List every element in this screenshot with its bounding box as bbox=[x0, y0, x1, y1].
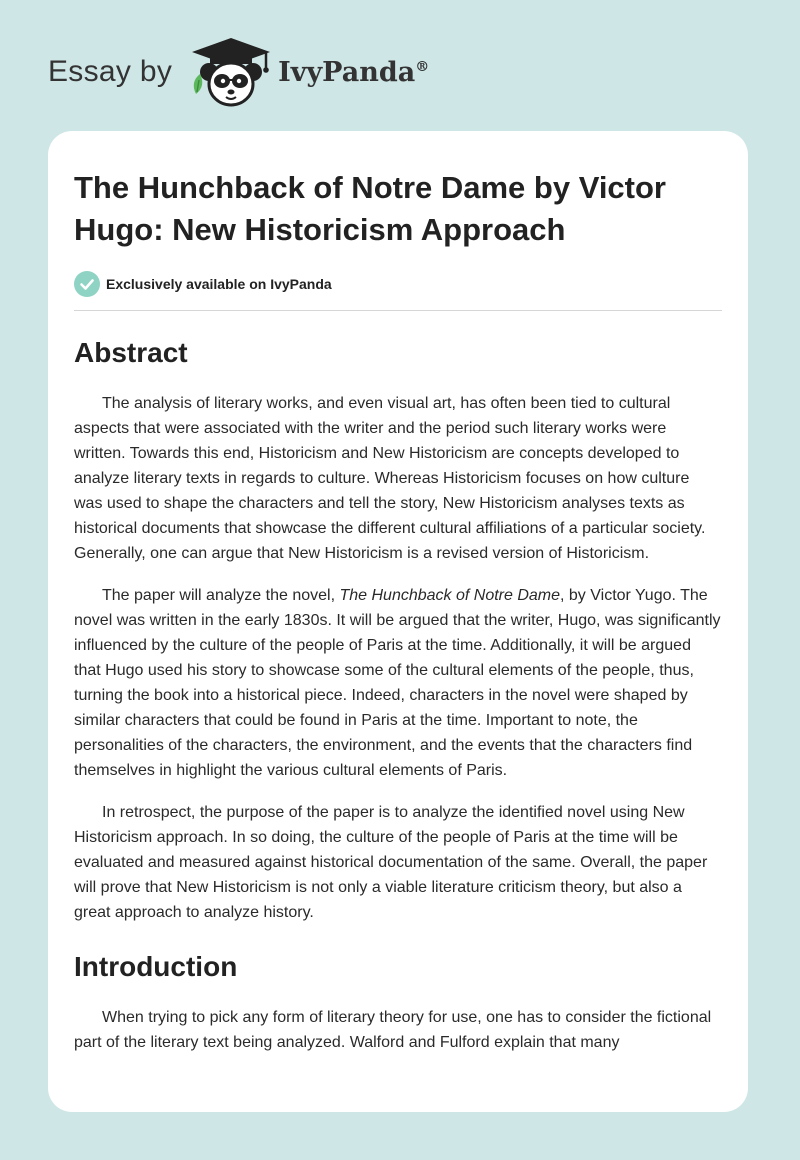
essay-card bbox=[48, 131, 748, 1112]
panda-graduate-logo-icon[interactable] bbox=[186, 36, 276, 108]
section-heading-abstract: Abstract bbox=[74, 337, 188, 368]
brand-header bbox=[48, 36, 429, 108]
section-heading-introduction: Introduction bbox=[74, 951, 238, 982]
registered-mark: ® bbox=[415, 58, 430, 75]
exclusive-badge-text: Exclusively available on IvyPanda bbox=[106, 276, 332, 292]
abstract-paragraph-3: In retrospect, the purpose of the paper is to analyze the identified novel using New Historicism approach. In so doing, the culture of the people of Paris at the time will be evaluated and measured against historical documentation of the same. Overall, the paper will prove that New Historicism is not only a viable literature criticism theory, but also a great approach to analyze history. bbox=[74, 804, 708, 921]
brand-prefix: Essay by bbox=[48, 55, 173, 88]
exclusive-badge bbox=[74, 271, 722, 297]
title-divider bbox=[74, 310, 722, 311]
page-title: The Hunchback of Notre Dame by Victor Hugo: New Historicism Approach bbox=[74, 170, 666, 247]
abstract-paragraph-2 bbox=[74, 583, 722, 783]
check-circle-icon bbox=[74, 271, 100, 297]
paragraph-text: , by Victor Yugo. The novel was written in the early 1830s. It will be argued that the writer, Hugo, was significantly influenced by the culture of the people of Paris at the time. Additionally, it will be argued that Hugo used his story to showcase some of the cultural elements of the people, thus, turning the book into a historical piece. Indeed, characters in the novel were shaped by similar characters that could be found in Paris at the time. Important to note, the personalities of the characters, the environment, and the events that the characters find themselves in highlight the various cultural elements of Paris. bbox=[74, 587, 721, 779]
introduction-paragraph-1: When trying to pick any form of literary theory for use, one has to consider the fictional part of the literary text being analyzed. Walford and Fulford explain that many bbox=[74, 1009, 712, 1051]
abstract-paragraph-1: The analysis of literary works, and even visual art, has often been tied to cultural aspects that were associated with the writer and the period such literary works were written. Towards this end, Historicism and New Historicism are concepts developed to analyze literary texts in regards to culture. Whereas Historicism focuses on how culture was used to shape the characters and tell the story, New Historicism analyses texts as historical documents that showcase the different cultural affiliations of a particular society. Generally, one can argue that New Historicism is a revised version of Historicism. bbox=[74, 395, 706, 562]
novel-title-italic: The Hunchback of Notre Dame bbox=[339, 587, 561, 604]
paragraph-text: The paper will analyze the novel, bbox=[102, 587, 340, 604]
brand-name[interactable]: IvyPanda® bbox=[278, 56, 430, 88]
